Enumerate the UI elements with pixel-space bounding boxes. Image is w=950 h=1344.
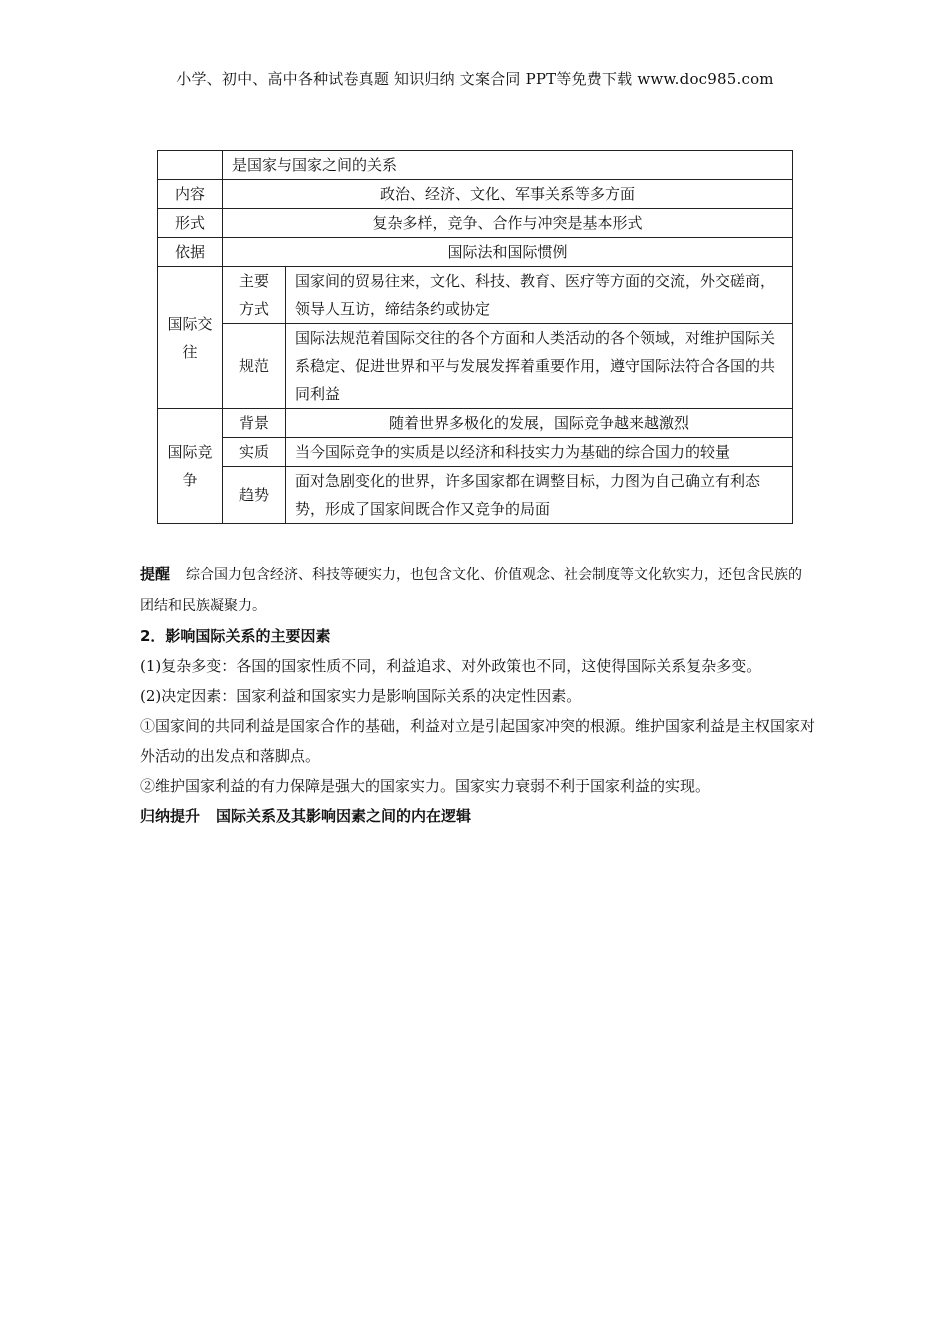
- paragraph-decisive: (2)决定因素：国家利益和国家实力是影响国际关系的决定性因素。: [140, 687, 582, 705]
- exchange-norm-label: 规范: [223, 324, 286, 409]
- definition-cell: 是国家与国家之间的关系: [223, 151, 793, 180]
- table-row: [158, 324, 793, 409]
- summary-title: 归纳提升: [140, 807, 201, 825]
- exchange-mode-value: 国家间的贸易往来，文化、科技、教育、医疗等方面的交流，外交磋商，领导人互访，缔结条约或协定: [286, 267, 793, 324]
- basis-value: 国际法和国际惯例: [223, 238, 793, 267]
- competition-essence-value: 当今国际竞争的实质是以经济和科技实力为基础的综合国力的较量: [286, 438, 793, 467]
- section-heading: 2．影响国际关系的主要因素: [140, 627, 331, 645]
- paragraph-common-interest: ①国家间的共同利益是国家合作的基础，利益对立是引起国家冲突的根源。维护国家利益是主权国家对外活动的出发点和落脚点。: [140, 717, 816, 765]
- table-row: [158, 267, 793, 324]
- competition-label: 国际竞争: [158, 409, 223, 524]
- tip-title: 提醒: [140, 565, 171, 583]
- form-value: 复杂多样，竞争、合作与冲突是基本形式: [223, 209, 793, 238]
- competition-trend-value: 面对急剧变化的世界，许多国家都在调整目标，力图为自己确立有利态势，形成了国家间既合作又竞争的局面: [286, 467, 793, 524]
- exchange-mode-label: 主要方式: [223, 267, 286, 324]
- table-row: [158, 180, 793, 209]
- summary-paragraph: [140, 801, 815, 831]
- tip-paragraph: [140, 559, 815, 621]
- summary-text: 国际关系及其影响因素之间的内在逻辑: [216, 807, 472, 825]
- tip-text: 综合国力包含经济、科技等硬实力，也包含文化、价值观念、社会制度等文化软实力，还包含民族的团结和民族凝聚力。: [140, 567, 803, 614]
- page-header: 小学、初中、高中各种试卷真题 知识归纳 文案合同 PPT等免费下载 www.doc985.com: [176, 70, 774, 88]
- basis-label: 依据: [158, 238, 223, 267]
- table-cell-empty: [158, 151, 223, 180]
- content-value: 政治、经济、文化、军事关系等多方面: [223, 180, 793, 209]
- form-label: 形式: [158, 209, 223, 238]
- competition-trend-label: 趋势: [223, 467, 286, 524]
- table-row: [158, 209, 793, 238]
- competition-essence-label: 实质: [223, 438, 286, 467]
- paragraph-national-strength: ②维护国家利益的有力保障是强大的国家实力。国家实力衰弱不利于国家利益的实现。: [140, 777, 711, 795]
- table-row: [158, 438, 793, 467]
- international-relations-table: [157, 150, 793, 524]
- main-content: [140, 559, 815, 831]
- content-label: 内容: [158, 180, 223, 209]
- competition-background-value: 随着世界多极化的发展，国际竞争越来越激烈: [286, 409, 793, 438]
- table-row: [158, 238, 793, 267]
- exchange-norm-value: 国际法规范着国际交往的各个方面和人类活动的各个领域，对维护国际关系稳定、促进世界和平与发展发挥着重要作用，遵守国际法符合各国的共同利益: [286, 324, 793, 409]
- exchange-label: 国际交往: [158, 267, 223, 409]
- paragraph-complex: (1)复杂多变：各国的国家性质不同，利益追求、对外政策也不同，这使得国际关系复杂多变。: [140, 657, 762, 675]
- table-row: [158, 409, 793, 438]
- competition-background-label: 背景: [223, 409, 286, 438]
- table-row: [158, 467, 793, 524]
- table-row: [158, 151, 793, 180]
